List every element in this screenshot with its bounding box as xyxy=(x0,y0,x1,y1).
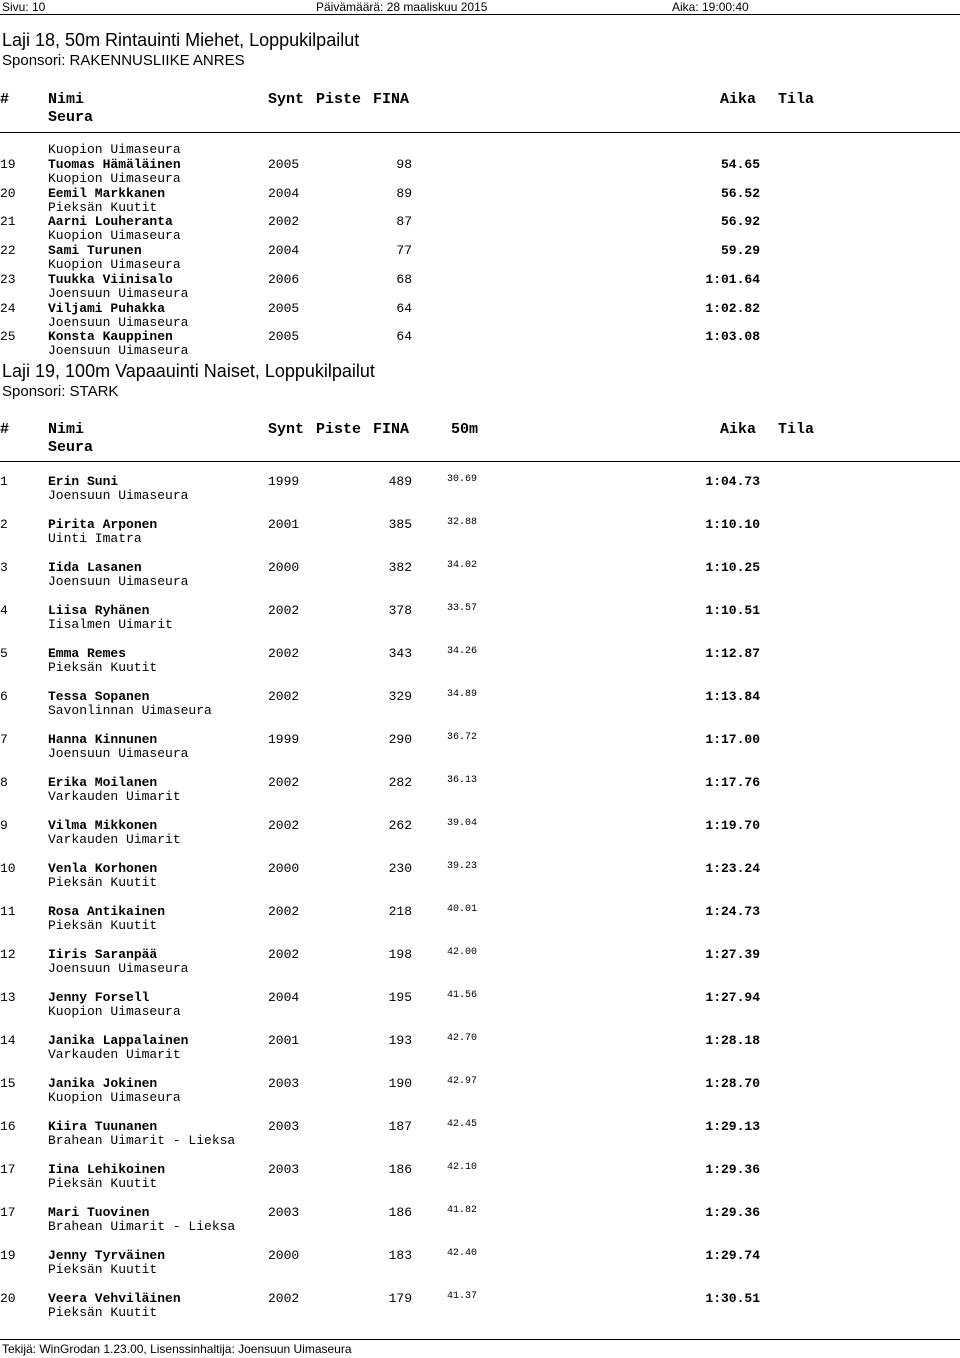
club-name: Pieksän Kuutit xyxy=(48,199,158,215)
birth-year: 2002 xyxy=(268,775,300,790)
col-club: Seura xyxy=(48,109,94,126)
birth-year: 2003 xyxy=(268,1076,300,1091)
fina-points: 64 xyxy=(396,329,412,345)
club-name: Joensuun Uimaseura xyxy=(48,961,189,976)
col-piste: Piste xyxy=(316,421,362,438)
fina-points: 198 xyxy=(388,947,412,962)
rank: 24 xyxy=(0,300,16,316)
final-time: 1:23.24 xyxy=(705,861,760,876)
rank: 1 xyxy=(0,474,8,489)
fina-points: 186 xyxy=(388,1162,412,1177)
split-50m: 42.97 xyxy=(447,1076,478,1087)
col-name: Nimi xyxy=(48,91,85,108)
fina-points: 87 xyxy=(396,214,412,230)
birth-year: 2003 xyxy=(268,1119,300,1134)
rank: 14 xyxy=(0,1033,16,1048)
club-name: Kuopion Uimaseura xyxy=(48,171,181,186)
swimmer-name: Sami Turunen xyxy=(48,243,142,259)
club-name: Kuopion Uimaseura xyxy=(48,228,181,244)
birth-year: 1999 xyxy=(268,732,300,747)
final-time: 1:29.13 xyxy=(705,1119,760,1134)
split-50m: 34.26 xyxy=(447,646,478,657)
event1-sponsor: Sponsori: RAKENNUSLIIKE ANRES xyxy=(2,52,245,69)
swimmer-name: Konsta Kauppinen xyxy=(48,329,173,345)
club-name: Brahean Uimarit - Lieksa xyxy=(48,1133,236,1148)
col-name: Nimi xyxy=(48,421,85,438)
club-name: Joensuun Uimaseura xyxy=(48,314,189,330)
rank: 6 xyxy=(0,689,8,704)
rank: 16 xyxy=(0,1119,16,1134)
birth-year: 2004 xyxy=(268,243,300,259)
final-time: 1:12.87 xyxy=(705,646,760,661)
header-divider xyxy=(0,14,960,15)
swimmer-name: Mari Tuovinen xyxy=(48,1205,150,1220)
split-50m: 41.37 xyxy=(447,1291,478,1302)
rank: 9 xyxy=(0,818,8,833)
swimmer-name: Pirita Arponen xyxy=(48,517,158,532)
rank: 20 xyxy=(0,1291,16,1306)
swimmer-name: Jenny Forsell xyxy=(48,990,150,1005)
rank: 17 xyxy=(0,1205,16,1220)
fina-points: 262 xyxy=(388,818,412,833)
club-name: Varkauden Uimarit xyxy=(48,832,181,847)
rank: 19 xyxy=(0,157,16,172)
split-50m: 39.23 xyxy=(447,861,478,872)
birth-year: 2005 xyxy=(268,329,300,345)
club-name: Savonlinnan Uimaseura xyxy=(48,703,212,718)
fina-points: 218 xyxy=(388,904,412,919)
club-name: Pieksän Kuutit xyxy=(48,1176,158,1191)
col-num: # xyxy=(0,421,10,438)
birth-year: 2002 xyxy=(268,689,300,704)
final-time: 1:13.84 xyxy=(705,689,760,704)
footer-credit: Tekijä: WinGrodan 1.23.00, Lisenssinhaltija: Joensuun Uimaseura xyxy=(2,1342,352,1356)
club-name: Joensuun Uimaseura xyxy=(48,574,189,589)
col-num: # xyxy=(0,91,10,108)
birth-year: 2005 xyxy=(268,157,300,172)
split-50m: 42.70 xyxy=(447,1033,478,1044)
club-name: Kuopion Uimaseura xyxy=(48,257,181,273)
split-50m: 42.40 xyxy=(447,1248,478,1259)
col-fina: FINA xyxy=(373,91,410,108)
fina-points: 179 xyxy=(388,1291,412,1306)
footer-divider xyxy=(0,1339,960,1340)
swimmer-name: Erin Suni xyxy=(48,474,119,489)
fina-points: 183 xyxy=(388,1248,412,1263)
final-time: 1:24.73 xyxy=(705,904,760,919)
rank: 7 xyxy=(0,732,8,747)
fina-points: 190 xyxy=(388,1076,412,1091)
final-time: 1:28.70 xyxy=(705,1076,760,1091)
final-time: 1:10.51 xyxy=(705,603,760,618)
club-name: Pieksän Kuutit xyxy=(48,660,158,675)
col-synt: Synt xyxy=(268,91,305,108)
swimmer-name: Hanna Kinnunen xyxy=(48,732,158,747)
rank: 20 xyxy=(0,185,16,201)
split-50m: 34.02 xyxy=(447,560,478,571)
final-time: 1:17.76 xyxy=(705,775,760,790)
split-50m: 34.89 xyxy=(447,689,478,700)
fina-points: 68 xyxy=(396,271,412,287)
fina-points: 186 xyxy=(388,1205,412,1220)
fina-points: 193 xyxy=(388,1033,412,1048)
club-name: Joensuun Uimaseura xyxy=(48,343,189,359)
col-split: 50m xyxy=(451,421,479,438)
swimmer-name: Iina Lehikoinen xyxy=(48,1162,166,1177)
col-club: Seura xyxy=(48,439,94,456)
club-name: Brahean Uimarit - Lieksa xyxy=(48,1219,236,1234)
final-time: 1:10.10 xyxy=(705,517,760,532)
rank: 25 xyxy=(0,329,16,345)
col-fina: FINA xyxy=(373,421,410,438)
swimmer-name: Emma Remes xyxy=(48,646,127,661)
split-50m: 36.13 xyxy=(447,775,478,786)
rank: 23 xyxy=(0,271,16,287)
swimmer-name: Iiris Saranpää xyxy=(48,947,158,962)
split-50m: 41.82 xyxy=(447,1205,478,1216)
swimmer-name: Eemil Markkanen xyxy=(48,185,166,201)
birth-year: 2000 xyxy=(268,861,300,876)
swimmer-name: Liisa Ryhänen xyxy=(48,603,150,618)
club-name: Uinti Imatra xyxy=(48,531,142,546)
rank: 13 xyxy=(0,990,16,1005)
fina-points: 385 xyxy=(388,517,412,532)
birth-year: 2003 xyxy=(268,1162,300,1177)
club-name: Varkauden Uimarit xyxy=(48,1047,181,1062)
birth-year: 2004 xyxy=(268,185,300,201)
final-time: 1:03.08 xyxy=(705,329,760,345)
leading-club: Kuopion Uimaseura xyxy=(48,142,181,157)
birth-year: 2006 xyxy=(268,271,300,287)
club-name: Kuopion Uimaseura xyxy=(48,1004,181,1019)
final-time: 1:28.18 xyxy=(705,1033,760,1048)
page-number: Sivu: 10 xyxy=(2,0,46,14)
final-time: 1:27.39 xyxy=(705,947,760,962)
club-name: Pieksän Kuutit xyxy=(48,918,158,933)
col-aika: Aika xyxy=(720,421,757,438)
rank: 10 xyxy=(0,861,16,876)
final-time: 1:30.51 xyxy=(705,1291,760,1306)
fina-points: 282 xyxy=(388,775,412,790)
fina-points: 382 xyxy=(388,560,412,575)
final-time: 1:27.94 xyxy=(705,990,760,1005)
split-50m: 30.69 xyxy=(447,474,478,485)
birth-year: 1999 xyxy=(268,474,300,489)
swimmer-name: Iida Lasanen xyxy=(48,560,142,575)
report-time: Aika: 19:00:40 xyxy=(672,0,749,14)
birth-year: 2002 xyxy=(268,904,300,919)
birth-year: 2000 xyxy=(268,560,300,575)
final-time: 1:04.73 xyxy=(705,474,760,489)
fina-points: 98 xyxy=(396,157,412,172)
swimmer-name: Janika Jokinen xyxy=(48,1076,158,1091)
split-50m: 33.57 xyxy=(447,603,478,614)
event2-title: Laji 19, 100m Vapaauinti Naiset, Loppukilpailut xyxy=(2,361,375,381)
rank: 21 xyxy=(0,214,16,230)
fina-points: 64 xyxy=(396,300,412,316)
swimmer-name: Viljami Puhakka xyxy=(48,300,166,316)
col-aika: Aika xyxy=(720,91,757,108)
club-name: Joensuun Uimaseura xyxy=(48,488,189,503)
birth-year: 2002 xyxy=(268,214,300,230)
final-time: 1:10.25 xyxy=(705,560,760,575)
swimmer-name: Venla Korhonen xyxy=(48,861,158,876)
swimmer-name: Janika Lappalainen xyxy=(48,1033,189,1048)
final-time: 1:29.36 xyxy=(705,1162,760,1177)
split-50m: 40.01 xyxy=(447,904,478,915)
event1-title: Laji 18, 50m Rintauinti Miehet, Loppukilpailut xyxy=(2,30,360,50)
rank: 2 xyxy=(0,517,8,532)
rank: 11 xyxy=(0,904,16,919)
birth-year: 2002 xyxy=(268,947,300,962)
birth-year: 2005 xyxy=(268,300,300,316)
split-50m: 39.04 xyxy=(447,818,478,829)
swimmer-name: Tuomas Hämäläinen xyxy=(48,157,181,172)
final-time: 1:02.82 xyxy=(705,300,760,316)
fina-points: 290 xyxy=(388,732,412,747)
col-tila: Tila xyxy=(778,421,815,438)
club-name: Pieksän Kuutit xyxy=(48,1305,158,1320)
birth-year: 2001 xyxy=(268,517,300,532)
final-time: 59.29 xyxy=(720,243,760,259)
final-time: 1:17.00 xyxy=(705,732,760,747)
event2-header-divider xyxy=(0,461,960,462)
rank: 22 xyxy=(0,243,16,259)
rank: 17 xyxy=(0,1162,16,1177)
club-name: Joensuun Uimaseura xyxy=(48,746,189,761)
swimmer-name: Vilma Mikkonen xyxy=(48,818,158,833)
fina-points: 343 xyxy=(388,646,412,661)
swimmer-name: Tessa Sopanen xyxy=(48,689,150,704)
col-tila: Tila xyxy=(778,91,815,108)
fina-points: 378 xyxy=(388,603,412,618)
club-name: Kuopion Uimaseura xyxy=(48,1090,181,1105)
final-time: 1:19.70 xyxy=(705,818,760,833)
club-name: Iisalmen Uimarit xyxy=(48,617,173,632)
final-time: 1:29.74 xyxy=(705,1248,760,1263)
rank: 12 xyxy=(0,947,16,962)
col-piste: Piste xyxy=(316,91,362,108)
birth-year: 2001 xyxy=(268,1033,300,1048)
rank: 19 xyxy=(0,1248,16,1263)
fina-points: 230 xyxy=(388,861,412,876)
col-synt: Synt xyxy=(268,421,305,438)
rank: 8 xyxy=(0,775,8,790)
swimmer-name: Erika Moilanen xyxy=(48,775,158,790)
split-50m: 42.00 xyxy=(447,947,478,958)
report-date: Päivämäärä: 28 maaliskuu 2015 xyxy=(316,0,488,14)
final-time: 54.65 xyxy=(720,157,760,172)
club-name: Pieksän Kuutit xyxy=(48,875,158,890)
fina-points: 187 xyxy=(388,1119,412,1134)
fina-points: 89 xyxy=(396,185,412,201)
split-50m: 41.56 xyxy=(447,990,478,1001)
rank: 15 xyxy=(0,1076,16,1091)
club-name: Pieksän Kuutit xyxy=(48,1262,158,1277)
swimmer-name: Aarni Louheranta xyxy=(48,214,173,230)
birth-year: 2002 xyxy=(268,646,300,661)
split-50m: 42.45 xyxy=(447,1119,478,1130)
event1-header-divider xyxy=(0,132,960,133)
fina-points: 195 xyxy=(388,990,412,1005)
split-50m: 36.72 xyxy=(447,732,478,743)
birth-year: 2003 xyxy=(268,1205,300,1220)
swimmer-name: Tuukka Viinisalo xyxy=(48,271,173,287)
fina-points: 489 xyxy=(388,474,412,489)
final-time: 56.92 xyxy=(720,214,760,230)
swimmer-name: Kiira Tuunanen xyxy=(48,1119,158,1134)
rank: 3 xyxy=(0,560,8,575)
fina-points: 329 xyxy=(388,689,412,704)
club-name: Varkauden Uimarit xyxy=(48,789,181,804)
club-name: Joensuun Uimaseura xyxy=(48,285,189,301)
birth-year: 2002 xyxy=(268,1291,300,1306)
rank: 4 xyxy=(0,603,8,618)
birth-year: 2002 xyxy=(268,603,300,618)
fina-points: 77 xyxy=(396,243,412,259)
swimmer-name: Veera Vehviläinen xyxy=(48,1291,181,1306)
birth-year: 2002 xyxy=(268,818,300,833)
final-time: 1:29.36 xyxy=(705,1205,760,1220)
birth-year: 2000 xyxy=(268,1248,300,1263)
rank: 5 xyxy=(0,646,8,661)
split-50m: 42.10 xyxy=(447,1162,478,1173)
final-time: 56.52 xyxy=(720,185,760,201)
swimmer-name: Jenny Tyrväinen xyxy=(48,1248,166,1263)
swimmer-name: Rosa Antikainen xyxy=(48,904,166,919)
birth-year: 2004 xyxy=(268,990,300,1005)
final-time: 1:01.64 xyxy=(705,271,760,287)
event2-sponsor: Sponsori: STARK xyxy=(2,383,119,400)
split-50m: 32.88 xyxy=(447,517,478,528)
